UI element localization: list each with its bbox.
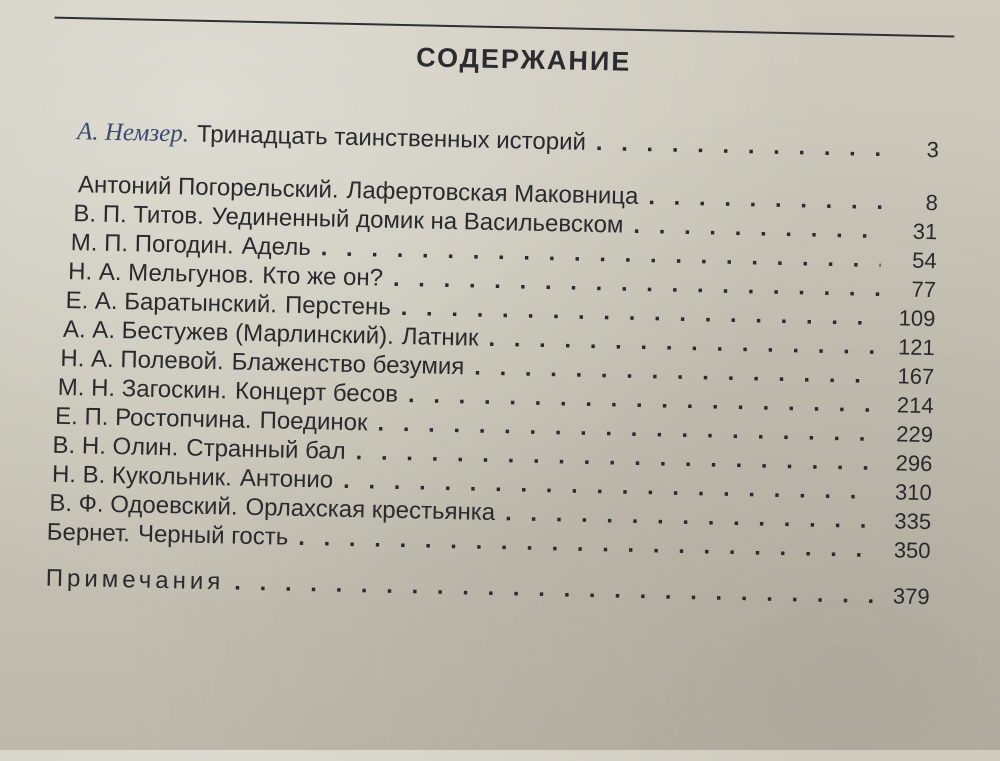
dot-leader [234, 569, 874, 610]
toc-page-number: 350 [893, 537, 931, 564]
toc-title: Примечания [45, 564, 225, 596]
toc-title: Кто же он? [262, 262, 384, 292]
toc-title: Орлахская крестьянка [245, 493, 496, 527]
toc-title: Уединенный домик на Васильевском [211, 203, 624, 239]
toc-page-number: 8 [925, 189, 939, 216]
toc-author: М. П. Погодин. [70, 229, 234, 260]
toc-page-number: 3 [926, 136, 940, 163]
toc-title: Перстень [284, 291, 392, 321]
toc-page-number: 335 [894, 508, 932, 535]
toc-page-number: 167 [897, 363, 935, 390]
toc-author: А. А. Бестужев (Марлинский). [62, 315, 395, 350]
toc-title: Лафертовская Маковница [346, 176, 639, 210]
toc-page-number: 214 [896, 392, 934, 419]
toc-author: Н. А. Полевой. [60, 344, 224, 376]
toc-author: В. Н. Олин. [52, 431, 179, 462]
toc-title: Концерт бесов [234, 377, 399, 408]
toc-page-number: 379 [892, 583, 930, 610]
toc-page-number: 121 [897, 334, 936, 361]
toc-title: Поединок [259, 407, 368, 437]
toc-page-number: 31 [912, 218, 938, 245]
dot-leader [633, 212, 881, 245]
toc-author: Н. А. Мельгунов. [67, 258, 255, 289]
toc-entry-notes [45, 565, 929, 614]
toc-author: М. Н. Загоскин. [57, 373, 228, 405]
toc-title: Латник [401, 323, 479, 352]
toc-page-number: 109 [898, 305, 936, 332]
toc-author: Е. А. Баратынский. [65, 286, 278, 319]
toc-title: Тринадцать таинственных историй [196, 120, 587, 156]
contents-heading: СОДЕРЖАНИЕ [415, 42, 632, 77]
toc-page-number: 296 [895, 450, 933, 477]
toc-author: А. Немзер. [76, 118, 190, 148]
toc-author: Антоний Погорельский. [77, 171, 339, 204]
toc-entry-intro [77, 118, 939, 166]
toc-author: В. Ф. Одоевский. [49, 489, 238, 521]
toc-page-number: 54 [911, 247, 937, 274]
toc-page-number: 229 [896, 421, 934, 448]
dot-leader [648, 183, 882, 216]
toc-title: Черный гость [137, 520, 289, 551]
toc-author: Н. В. Кукольник. [51, 460, 233, 492]
toc-author: В. П. Титов. [73, 200, 205, 230]
toc-title: Антонио [239, 464, 334, 494]
toc-page-number: 310 [894, 479, 933, 506]
dot-leader [596, 129, 884, 163]
toc-title: Адель [241, 232, 312, 262]
toc-page-number: 77 [911, 276, 937, 303]
toc-author: Бернет. [46, 518, 131, 548]
toc-title: Блаженство безумия [231, 348, 465, 381]
toc-title: Странный бал [186, 434, 346, 465]
toc-author: Е. П. Ростопчина. [54, 402, 252, 434]
